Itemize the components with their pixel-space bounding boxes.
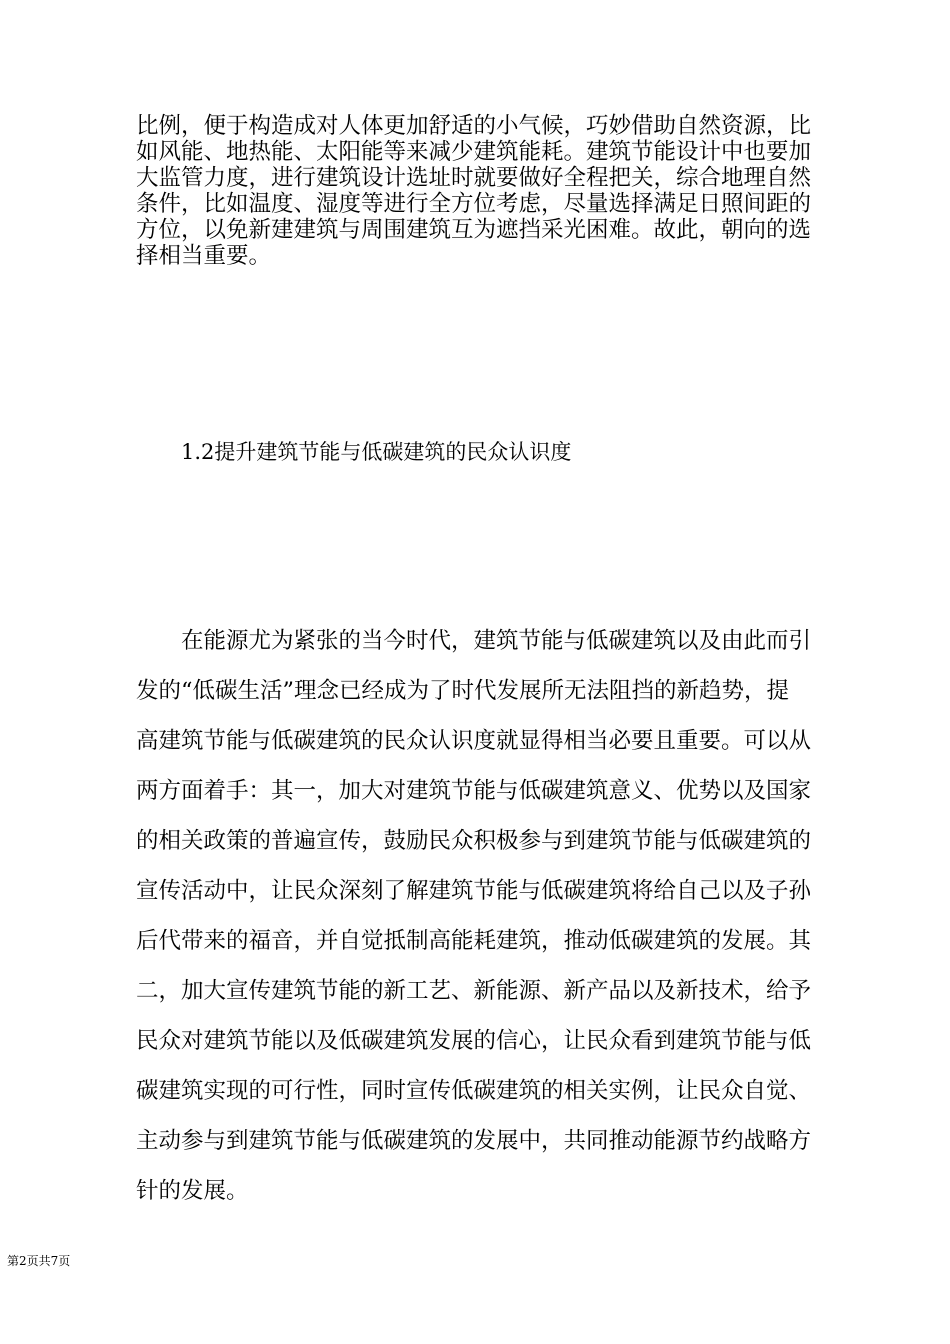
paragraph-line: 比例，便于构造成对人体更加舒适的小气候，巧妙借助自然资源，比	[136, 113, 812, 139]
paragraph-line: 二，加大宣传建筑节能的新工艺、新能源、新产品以及新技术，给予	[136, 978, 812, 1004]
paragraph-line: 高建筑节能与低碳建筑的民众认识度就显得相当必要且重要。可以从	[136, 728, 812, 754]
paragraph-line: 大监管力度，进行建筑设计选址时就要做好全程把关，综合地理自然	[136, 165, 812, 191]
paragraph-line: 宣传活动中，让民众深刻了解建筑节能与低碳建筑将给自己以及子孙	[136, 878, 812, 904]
paragraph-line: 在能源尤为紧张的当今时代，建筑节能与低碳建筑以及由此而引	[181, 628, 812, 654]
page-footer: 第2页共7页	[7, 1254, 71, 1268]
paragraph-line: 条件，比如温度、湿度等进行全方位考虑，尽量选择满足日照间距的	[136, 191, 812, 217]
paragraph-line: 方位，以免新建建筑与周围建筑互为遮挡采光困难。故此，朝向的选	[136, 217, 812, 243]
paragraph-line: 两方面着手：其一，加大对建筑节能与低碳建筑意义、优势以及国家	[136, 778, 812, 804]
paragraph-line: 碳建筑实现的可行性，同时宣传低碳建筑的相关实例，让民众自觉、	[136, 1078, 812, 1104]
paragraph-line: 的相关政策的普遍宣传，鼓励民众积极参与到建筑节能与低碳建筑的	[136, 828, 812, 854]
paragraph-line: 后代带来的福音，并自觉抵制高能耗建筑，推动低碳建筑的发展。其	[136, 928, 812, 954]
paragraph-line: 针的发展。	[136, 1178, 249, 1204]
paragraph-line: 择相当重要。	[136, 243, 272, 269]
paragraph-line: 民众对建筑节能以及低碳建筑发展的信心，让民众看到建筑节能与低	[136, 1028, 812, 1054]
section-heading: 1.2提升建筑节能与低碳建筑的民众认识度	[181, 440, 572, 464]
paragraph-line: 如风能、地热能、太阳能等来减少建筑能耗。建筑节能设计中也要加	[136, 139, 812, 165]
paragraph-line: 发的“低碳生活”理念已经成为了时代发展所无法阻挡的新趋势，提	[136, 678, 790, 704]
paragraph-line: 主动参与到建筑节能与低碳建筑的发展中，共同推动能源节约战略方	[136, 1128, 812, 1154]
